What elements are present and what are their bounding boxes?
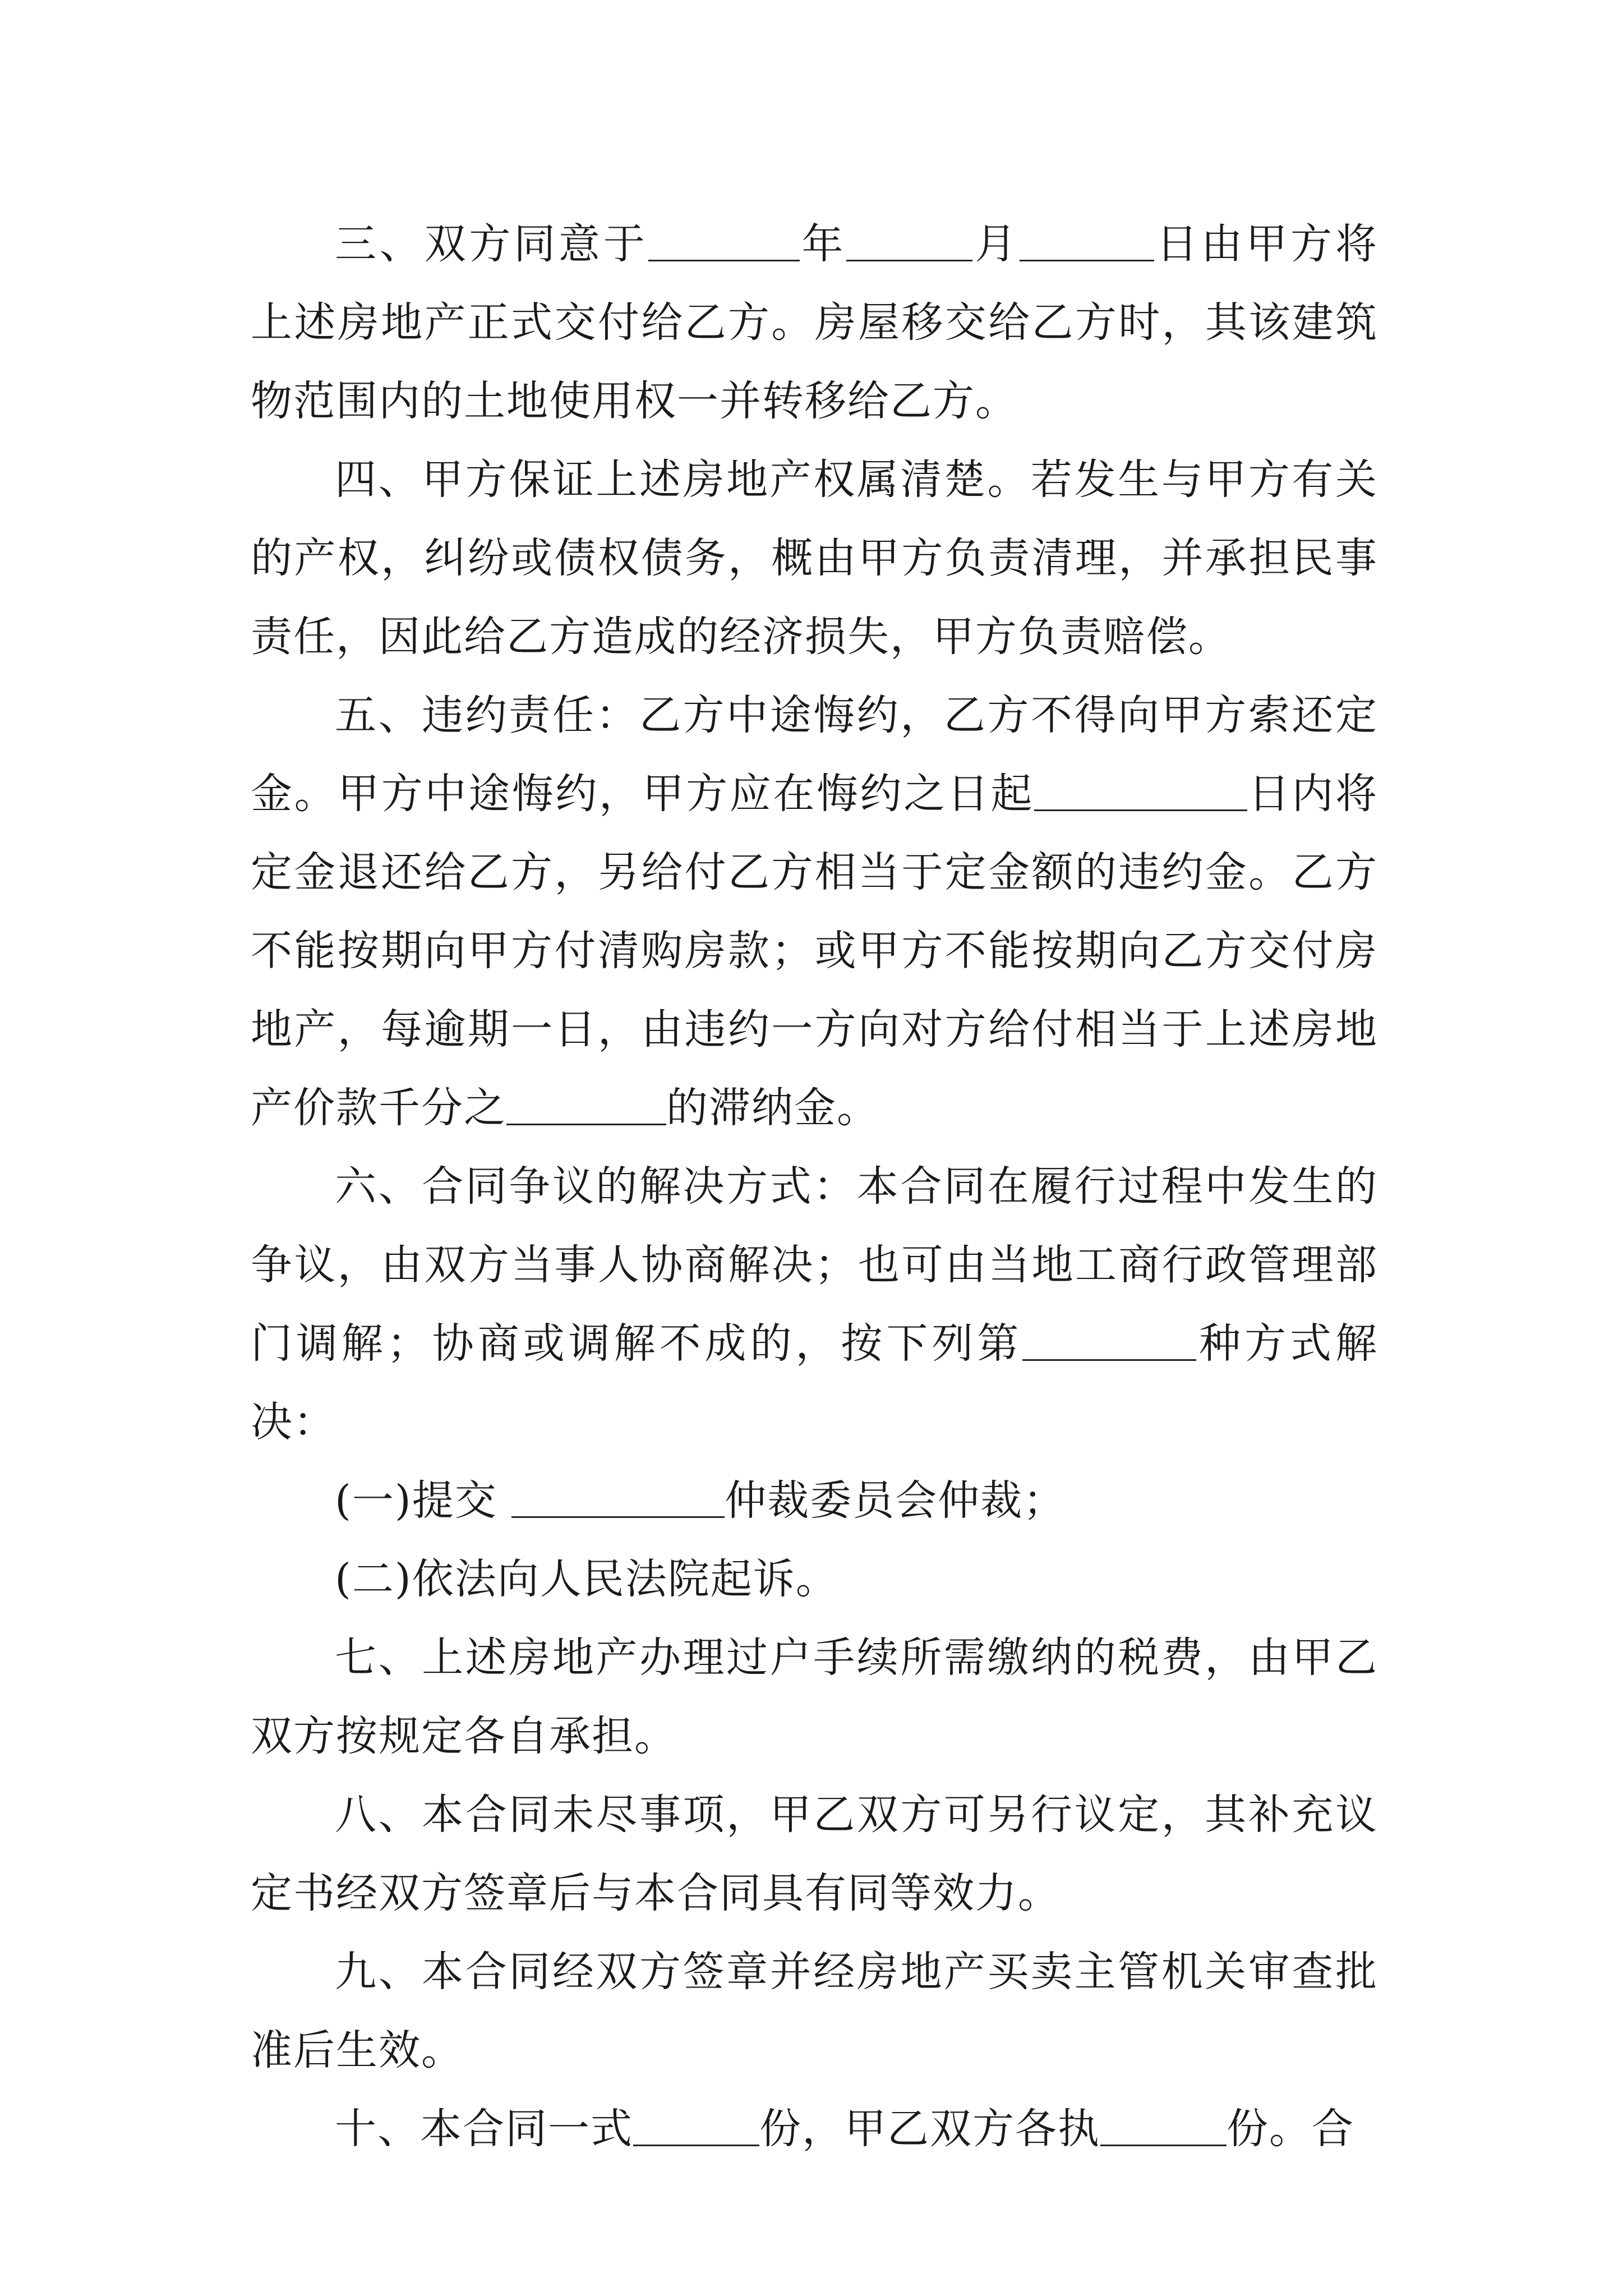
paragraph-clause-6-2 bbox=[251, 1540, 1378, 1618]
fill-in-blank bbox=[511, 1477, 725, 1518]
paragraph-text: 六、合同争议的解决方式：本合同在履行过程中发生的争议，由双方当事人协商解决；也可由当地工商行政管理部门调解；协商或调解不成的，按下列第 bbox=[251, 1162, 1378, 1368]
paragraph-text: 日内将定金退还给乙方，另给付乙方相当于定金额的违约金。乙方不能按期向甲方付清购房款；或甲方不能按期向乙方交付房地产，每逾期一日，由违约一方向对方给付相当于上述房地产价款千分之 bbox=[251, 770, 1378, 1132]
fill-in-blank bbox=[1022, 1320, 1196, 1361]
paragraph-text: 仲裁委员会仲裁； bbox=[725, 1476, 1066, 1525]
fill-in-blank bbox=[1100, 2105, 1227, 2146]
paragraph-text: 日由甲方将上述房地产正式交付给乙方。房屋移交给乙方时，其该建筑物范围内的土地使用权一并转移给乙方。 bbox=[251, 220, 1378, 425]
paragraph-text: 种方式解决： bbox=[251, 1319, 1378, 1446]
paragraph-text: (一)提交 bbox=[335, 1476, 512, 1525]
paragraph-text: 四、甲方保证上述房地产权属清楚。若发生与甲方有关的产权，纠纷或债权债务，概由甲方负责清理，并承担民事责任，因此给乙方造成的经济损失，甲方负责赔偿。 bbox=[251, 455, 1378, 661]
paragraph-text: 九、本合同经双方签章并经房地产买卖主管机关审查批准后生效。 bbox=[251, 1948, 1378, 2074]
paragraph-text: 份。合 bbox=[1227, 2105, 1354, 2153]
paragraph-text: 份，甲乙双方各执 bbox=[759, 2105, 1100, 2153]
paragraph-text: 七、上述房地产办理过户手续所需缴纳的税费，由甲乙双方按规定各自承担。 bbox=[251, 1634, 1378, 1760]
paragraph-clause-6-1 bbox=[251, 1461, 1378, 1540]
document-body bbox=[251, 205, 1378, 2168]
paragraph-clause-4 bbox=[251, 440, 1378, 676]
fill-in-blank bbox=[1034, 770, 1247, 811]
paragraph-text: 的滞纳金。 bbox=[666, 1084, 879, 1132]
paragraph-clause-8 bbox=[251, 1775, 1378, 1932]
fill-in-blank bbox=[1020, 220, 1154, 261]
paragraph-clause-3 bbox=[251, 205, 1378, 440]
fill-in-blank bbox=[633, 2105, 759, 2146]
fill-in-blank bbox=[846, 220, 972, 261]
paragraph-clause-9 bbox=[251, 1932, 1378, 2090]
paragraph-text: (二)依法向人民法院起诉。 bbox=[335, 1555, 838, 1603]
paragraph-clause-5 bbox=[251, 676, 1378, 1147]
paragraph-text: 十、本合同一式 bbox=[335, 2105, 633, 2153]
paragraph-clause-7 bbox=[251, 1618, 1378, 1775]
paragraph-text: 五、违约责任：乙方中途悔约，乙方不得向甲方索还定金。甲方中途悔约，甲方应在悔约之日起 bbox=[251, 691, 1378, 818]
paragraph-text: 月 bbox=[972, 220, 1020, 268]
fill-in-blank bbox=[506, 1084, 666, 1125]
paragraph-text: 八、本合同未尽事项，甲乙双方可另行议定，其补充议定书经双方签章后与本合同具有同等效力。 bbox=[251, 1791, 1378, 1917]
paragraph-clause-6 bbox=[251, 1147, 1378, 1461]
paragraph-clause-10 bbox=[251, 2090, 1378, 2168]
paragraph-text: 三、双方同意于 bbox=[335, 220, 648, 268]
paragraph-text: 年 bbox=[799, 220, 847, 268]
fill-in-blank bbox=[648, 220, 800, 261]
